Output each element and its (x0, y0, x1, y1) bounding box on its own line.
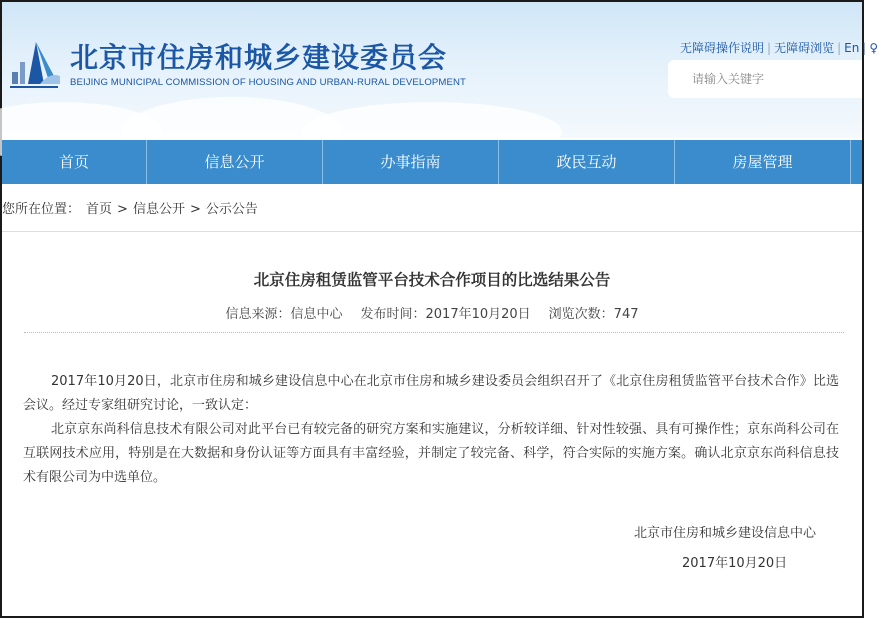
nav-item-housing-management[interactable]: 房屋管理 (675, 140, 851, 184)
search-input[interactable] (668, 60, 862, 98)
meta-divider (24, 332, 844, 333)
english-link[interactable]: En (844, 41, 860, 55)
accessible-browse-link[interactable]: 无障碍浏览 (774, 41, 835, 55)
commission-logo-icon[interactable] (10, 32, 62, 92)
main-nav (2, 140, 862, 184)
link-divider: | (837, 41, 842, 55)
article-signature: 北京市住房和城乡建设信息中心 (634, 526, 817, 541)
site-subtitle: BEIJING MUNICIPAL COMMISSION OF HOUSING AND URBAN-RURAL DEVELOPMENT (70, 77, 467, 88)
breadcrumb-home[interactable]: 首页 (86, 202, 113, 217)
info-source: 信息来源：信息中心 (225, 307, 343, 322)
section-divider (2, 231, 862, 232)
link-divider: | (862, 41, 867, 55)
nav-item-service-guide[interactable]: 办事指南 (323, 140, 499, 184)
article-meta (2, 303, 862, 322)
search-box (668, 60, 862, 98)
nav-item-info-disclosure[interactable]: 信息公开 (147, 140, 323, 184)
article-title: 北京住房租赁监管平台技术合作项目的比选结果公告 (253, 271, 611, 289)
accessibility-guide-link[interactable]: 无障碍操作说明 (680, 41, 765, 55)
nav-item-overflow[interactable] (851, 140, 862, 184)
article-date: 2017年10月20日 (682, 556, 788, 571)
extra-link[interactable]: ♀ (869, 41, 878, 55)
breadcrumb-separator: > (117, 202, 128, 217)
breadcrumb-announcements[interactable]: 公示公告 (205, 202, 258, 217)
breadcrumb (2, 198, 258, 217)
breadcrumb-info-disclosure[interactable]: 信息公开 (132, 202, 185, 217)
article-paragraph: 北京京东尚科信息技术有限公司对此平台已有较完备的研究方案和实施建议，分析较详细、针对性较强、具有可操作性；京东尚科公司在互联网技术应用，特别是在大数据和身份认证等方面具有丰富经验，并制定了较完备、科学，符合实际的实施方案。确认北京京东尚科信息技术有限公司为中选单位。 (23, 422, 839, 485)
publish-time: 发布时间：2017年10月20日 (360, 307, 531, 322)
nav-item-public-interaction[interactable]: 政民互动 (499, 140, 675, 184)
breadcrumb-prefix: 您所在位置： (2, 202, 81, 217)
site-title: 北京市住房和城乡建设委员会 (70, 41, 448, 74)
nav-item-home[interactable]: 首页 (2, 140, 147, 184)
link-divider: | (767, 41, 772, 55)
article-paragraph: 2017年10月20日，北京市住房和城乡建设信息中心在北京市住房和城乡建设委员会组织召开了《北京住房租赁监管平台技术合作》比选会议。经过专家组研究讨论，一致认定： (23, 374, 839, 413)
site-header (2, 2, 878, 138)
breadcrumb-separator: > (189, 202, 201, 217)
top-links (680, 39, 878, 56)
view-count: 浏览次数：747 (548, 307, 639, 322)
article-body (23, 370, 839, 490)
